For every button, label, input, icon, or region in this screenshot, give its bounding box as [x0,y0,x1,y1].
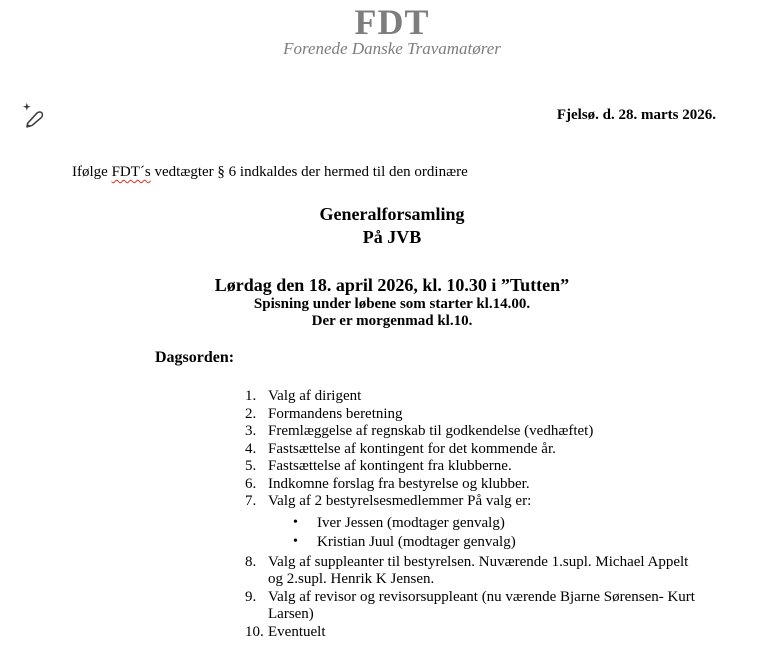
document-page [0,4,784,651]
agenda-item-number: 8. [245,553,257,570]
event-date-line: Lørdag den 18. april 2026, kl. 10.30 i ”Tutten” [214,274,570,295]
pen-sparkle-icon[interactable] [19,100,47,132]
bullet-icon: • [293,514,298,530]
agenda-item-number: 7. [245,493,257,509]
agenda-item-text: Valg af revisor og revisorsuppleant (nu værende Bjarne Sørensen- Kurt Larsen) [268,588,695,622]
agenda-item-text: Valg af dirigent [268,388,362,404]
pen-sparkle-icon-svg [19,100,47,132]
agenda-item-8 [245,554,695,589]
agenda-item-number: 9. [245,588,257,605]
agenda-item-text: Eventuelt [268,623,326,640]
agenda-item-9 [245,589,695,624]
agenda-item-text: Formandens beretning [268,405,403,422]
agenda-item-text: Fremlæggelse af regnskab til godkendelse (vedhæftet) [268,423,594,439]
misspelled-word: FDT´s [111,164,151,180]
heading-line-2: På JVB [362,226,422,247]
bullet-text: Kristian Juul (modtager genvalg) [317,533,516,550]
agenda-item-5 [245,458,695,476]
agenda-item-1 [245,388,695,406]
agenda-item-2 [245,406,695,424]
agenda-label: Dagsorden: [155,348,235,366]
event-breakfast-line: Der er morgenmad kl.10. [311,313,473,329]
agenda-item-3 [245,423,695,441]
intro-before: Ifølge [72,164,112,180]
bullet-text: Iver Jessen (modtager genvalg) [317,514,505,531]
agenda-item-7 [245,493,695,552]
event-details [0,275,784,331]
agenda-item-4 [245,441,695,459]
intro-after: vedtægter § 6 indkaldes der hermed til den ordinære [150,164,468,180]
agenda-item-number: 3. [245,423,257,439]
bullet-icon: • [293,533,298,549]
main-heading [0,203,784,249]
logo-subtitle: Forenede Danske Travamatører [283,39,501,58]
bullet-item-candidate-2 [268,533,695,552]
agenda-item-number: 1. [245,388,257,404]
logo-title: FDT [354,2,430,42]
bullet-item-candidate-1 [268,514,695,533]
agenda-item-number: 10. [245,623,264,640]
agenda-item-number: 2. [245,405,257,422]
agenda-item-text: Valg af suppleanter til bestyrelsen. Nuværende 1.supl. Michael Appelt og 2.supl. Henrik K Jensen. [268,553,689,587]
agenda-list [245,388,695,641]
intro-paragraph [0,164,784,182]
heading-line-1: Generalforsamling [319,203,465,224]
event-dining-line: Spisning under løbene som starter kl.14.00. [253,295,531,312]
agenda-item-number: 4. [245,440,257,457]
agenda-item-number: 6. [245,475,257,492]
agenda-item-text: Fastsættelse af kontingent fra klubberne. [268,458,512,474]
agenda-item-text: Indkomne forslag fra bestyrelse og klubber. [268,475,530,492]
agenda-item-text: Fastsættelse af kontingent for det kommende år. [268,440,556,457]
agenda-sub-bullets [268,514,695,552]
agenda-item-10 [245,624,695,642]
agenda-item-6 [245,476,695,494]
date-line: Fjelsø. d. 28. marts 2026. [556,107,716,123]
agenda-item-number: 5. [245,458,257,474]
agenda-item-text: Valg af 2 bestyrelsesmedlemmer På valg er: [268,493,532,509]
